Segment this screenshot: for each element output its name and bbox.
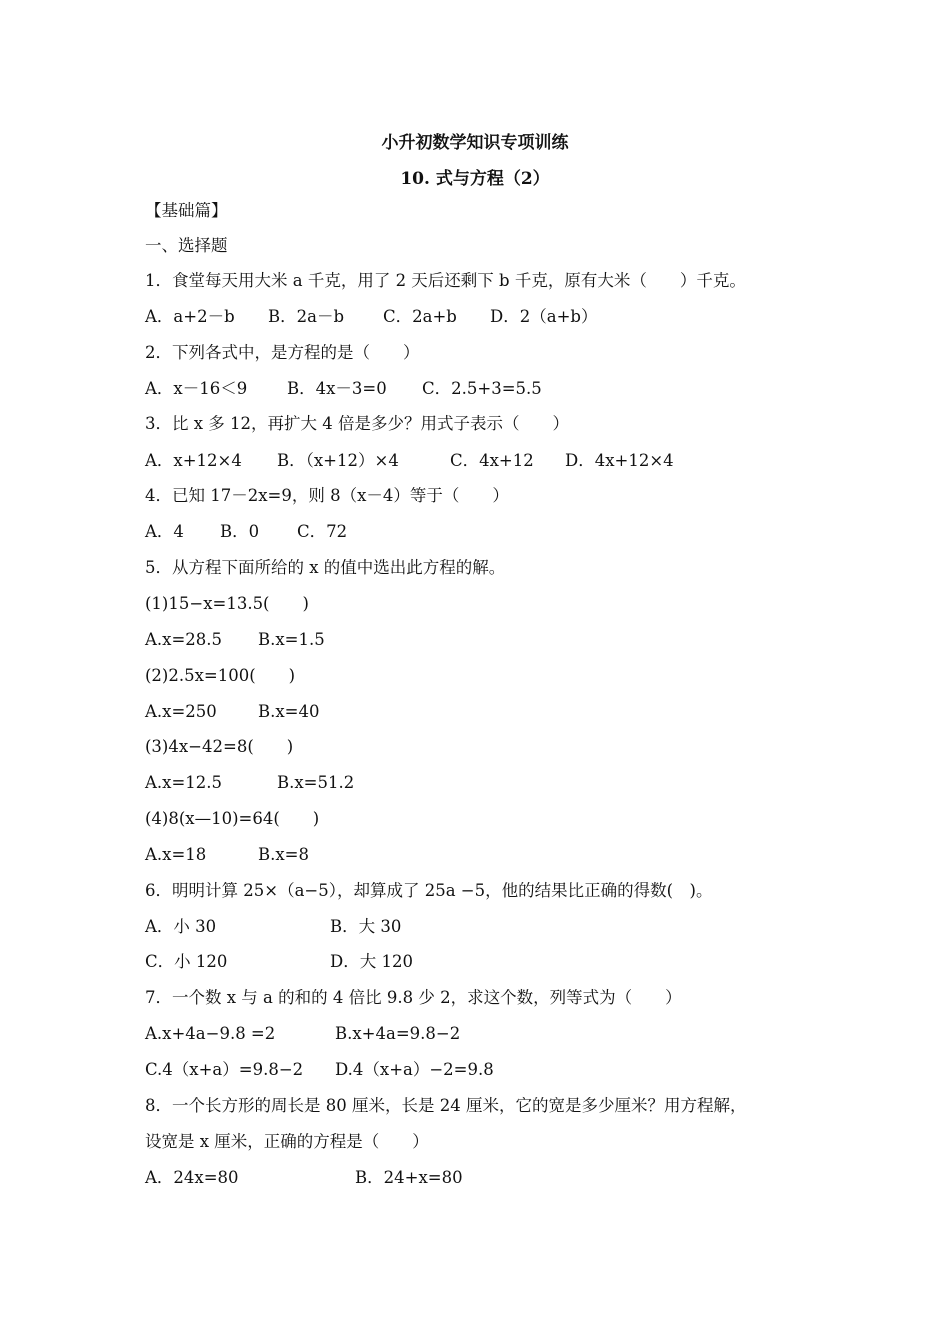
question-5-sub-3-option-a: A.x=12.5 — [145, 773, 223, 792]
question-5-sub-3-option-b: B.x=51.2 — [277, 773, 355, 792]
question-1-option-a: A．a+2－b — [145, 307, 235, 326]
question-1-option-c: C．2a+b — [383, 307, 457, 326]
question-5-sub-1-option-a: A.x=28.5 — [145, 630, 223, 649]
section-heading: 【基础篇】 — [145, 201, 228, 220]
question-2-option-c: C．2.5+3=5.5 — [422, 379, 542, 398]
document-title: 小升初数学知识专项训练 — [381, 133, 569, 153]
document-subtitle: 10. 式与方程（2） — [400, 169, 550, 189]
question-7-option-b: B.x+4a=9.8−2 — [335, 1024, 461, 1043]
question-8-option-a: A．24x=80 — [145, 1168, 239, 1187]
question-7-option-a: A.x+4a−9.8 =2 — [145, 1024, 276, 1043]
question-5-sub-3-stem: (3)4x−42=8( ) — [145, 737, 294, 756]
question-7-stem: 7．一个数 x 与 a 的和的 4 倍比 9.8 少 2，求这个数，列等式为（ ） — [145, 988, 682, 1007]
question-3-stem: 3．比 x 多 12，再扩大 4 倍是多少？用式子表示（ ） — [145, 414, 570, 433]
part-heading: 一、选择题 — [145, 236, 228, 255]
question-5-sub-1-option-b: B.x=1.5 — [258, 630, 325, 649]
question-4-option-a: A．4 — [145, 522, 184, 541]
question-5-sub-1-stem: (1)15−x=13.5( ) — [145, 594, 309, 613]
question-8-stem-line-1: 8．一个长方形的周长是 80 厘米，长是 24 厘米，它的宽是多少厘米？用方程解， — [145, 1096, 747, 1115]
question-3-option-c: C．4x+12 — [450, 451, 534, 470]
question-8-stem-line-2: 设宽是 x 厘米，正确的方程是（ ） — [145, 1132, 429, 1151]
question-3-option-b: B．（x+12）×4 — [277, 451, 399, 470]
question-4-stem: 4．已知 17－2x=9，则 8（x－4）等于（ ） — [145, 486, 509, 505]
question-3-option-a: A．x+12×4 — [145, 451, 242, 470]
question-6-option-b: B．大 30 — [330, 917, 402, 936]
question-1-option-d: D．2（a+b） — [490, 307, 598, 326]
question-6-option-a: A．小 30 — [145, 917, 217, 936]
question-2-option-a: A．x－16＜9 — [145, 379, 248, 398]
question-6-stem: 6．明明计算 25×（a−5），却算成了 25a −5，他的结果比正确的得数( )。 — [145, 881, 713, 900]
question-7-option-c: C.4（x+a）=9.8−2 — [145, 1060, 304, 1079]
question-7-option-d: D.4（x+a）−2=9.8 — [335, 1060, 494, 1079]
question-5-sub-2-option-a: A.x=250 — [145, 702, 217, 721]
question-2-option-b: B．4x－3=0 — [287, 379, 387, 398]
question-4-option-b: B．0 — [220, 522, 260, 541]
question-5-sub-2-option-b: B.x=40 — [258, 702, 320, 721]
question-1-option-b: B．2a－b — [268, 307, 345, 326]
question-5-sub-2-stem: (2)2.5x=100( ) — [145, 666, 296, 685]
question-1-stem: 1．食堂每天用大米 a 千克，用了 2 天后还剩下 b 千克，原有大米（ ）千克。 — [145, 271, 746, 290]
question-6-option-c: C．小 120 — [145, 952, 228, 971]
question-6-option-d: D．大 120 — [330, 952, 413, 971]
question-5-stem: 5．从方程下面所给的 x 的值中选出此方程的解。 — [145, 558, 506, 577]
question-5-sub-4-stem: (4)8(x—10)=64( ) — [145, 809, 320, 828]
question-5-sub-4-option-a: A.x=18 — [145, 845, 207, 864]
question-5-sub-4-option-b: B.x=8 — [258, 845, 309, 864]
question-2-stem: 2．下列各式中，是方程的是（ ） — [145, 343, 420, 362]
question-8-option-b: B．24+x=80 — [355, 1168, 463, 1187]
question-4-option-c: C．72 — [297, 522, 348, 541]
question-3-option-d: D．4x+12×4 — [565, 451, 674, 470]
